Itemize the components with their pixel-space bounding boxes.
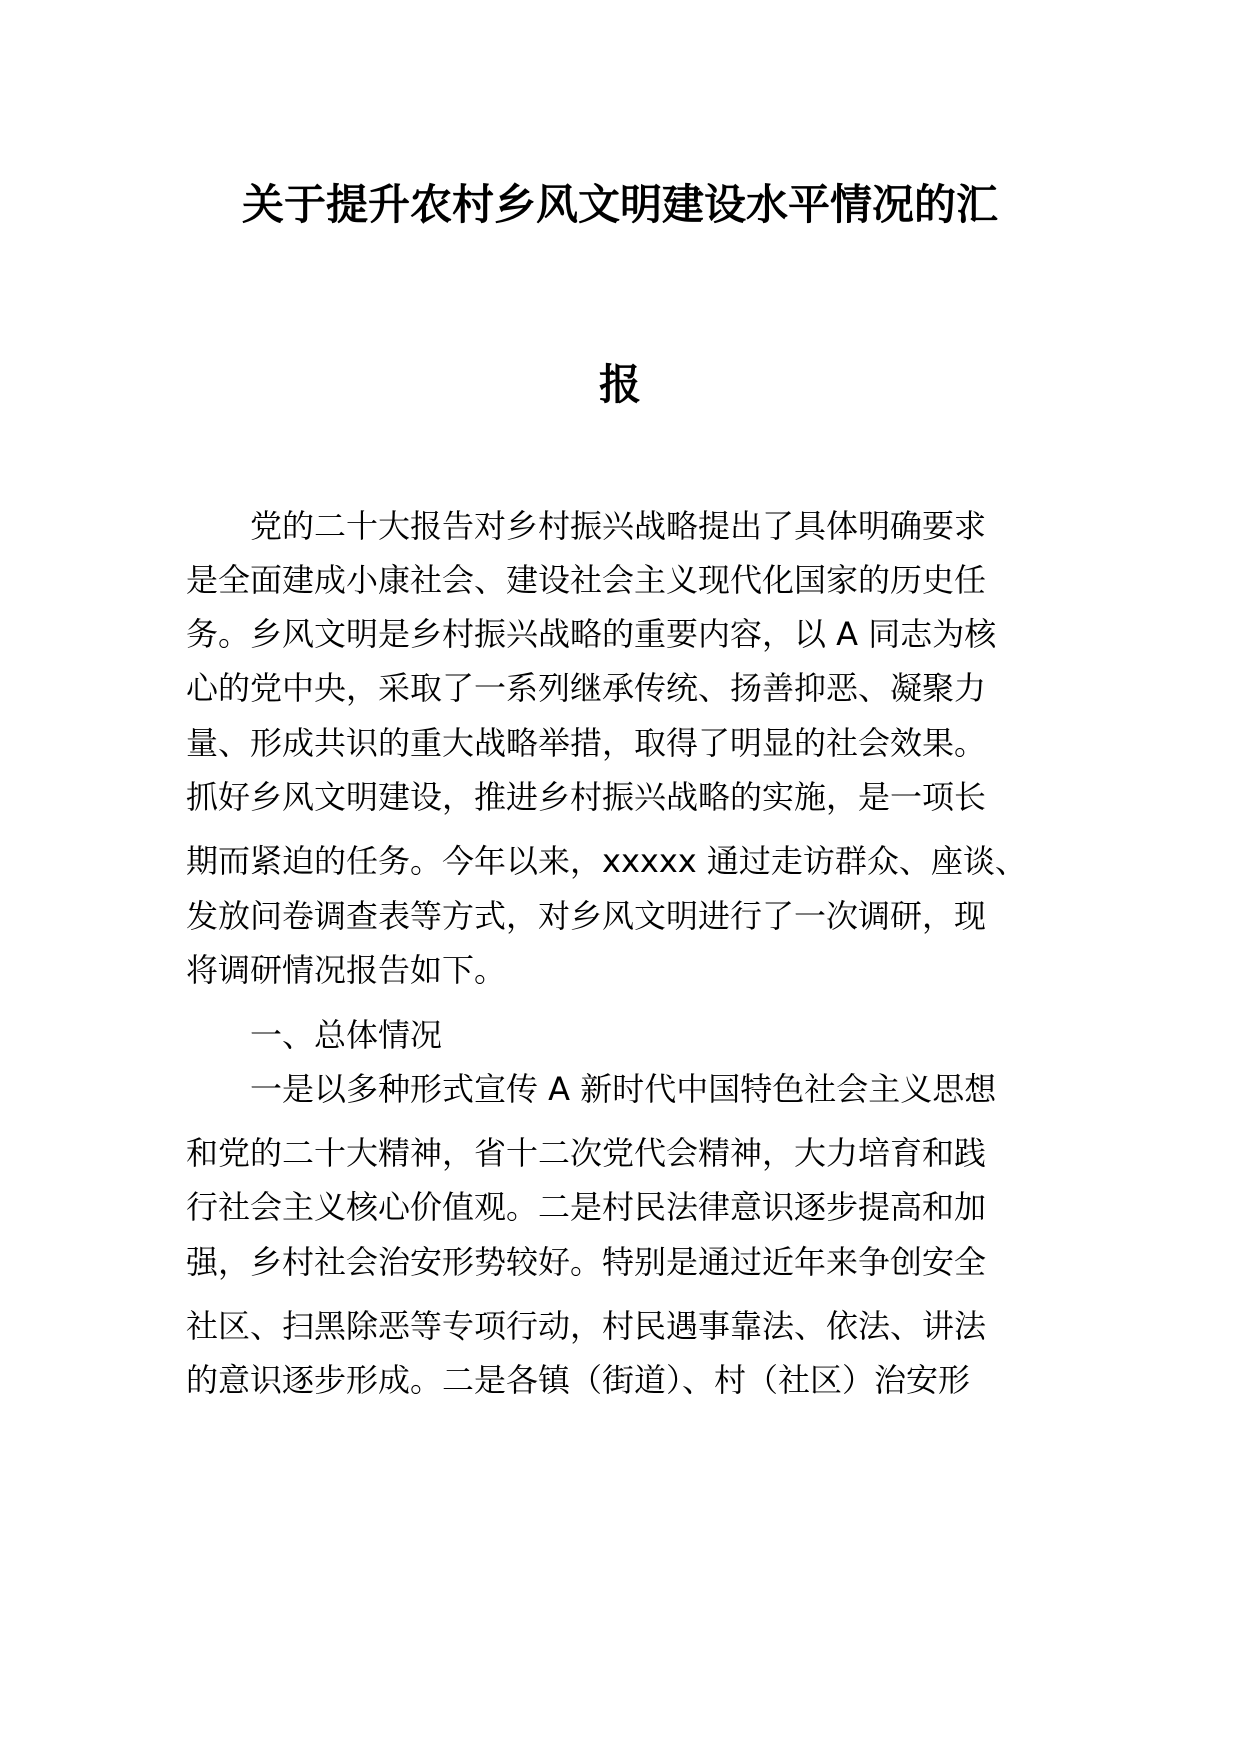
body-line: 务。乡风文明是乡村振兴战略的重要内容，以 A 同志为核	[186, 615, 997, 653]
body-line: 一是以多种形式宣传 A 新时代中国特色社会主义思想	[186, 1070, 997, 1108]
body-line: 是全面建成小康社会、建设社会主义现代化国家的历史任	[186, 561, 987, 599]
section-heading: 一、总体情况	[250, 1016, 443, 1054]
document-title-line-1: 关于提升农村乡风文明建设水平情况的汇	[241, 180, 998, 229]
document-title-line-2: 报	[598, 360, 641, 409]
body-line: 党的二十大报告对乡村振兴战略提出了具体明确要求	[186, 507, 987, 545]
body-line: 将调研情况报告如下。	[186, 951, 507, 989]
body-line: 心的党中央，采取了一系列继承传统、扬善抑恶、凝聚力	[186, 669, 987, 707]
body-line: 和党的二十大精神，省十二次党代会精神，大力培育和践	[186, 1134, 987, 1172]
body-line: 强，乡村社会治安形势较好。特别是通过近年来争创安全	[186, 1243, 987, 1281]
body-line: 量、形成共识的重大战略举措，取得了明显的社会效果。	[186, 724, 987, 762]
body-line: 行社会主义核心价值观。二是村民法律意识逐步提高和加	[186, 1188, 987, 1226]
body-line: 抓好乡风文明建设，推进乡村振兴战略的实施，是一项长	[186, 778, 987, 816]
body-line: 社区、扫黑除恶等专项行动，村民遇事靠法、依法、讲法	[186, 1307, 987, 1345]
body-line: 发放问卷调查表等方式，对乡风文明进行了一次调研，现	[186, 897, 987, 935]
body-line: 的意识逐步形成。二是各镇（街道）、村（社区）治安形	[186, 1361, 971, 1399]
body-line: 期而紧迫的任务。今年以来，xxxxx 通过走访群众、座谈、	[186, 842, 1027, 880]
